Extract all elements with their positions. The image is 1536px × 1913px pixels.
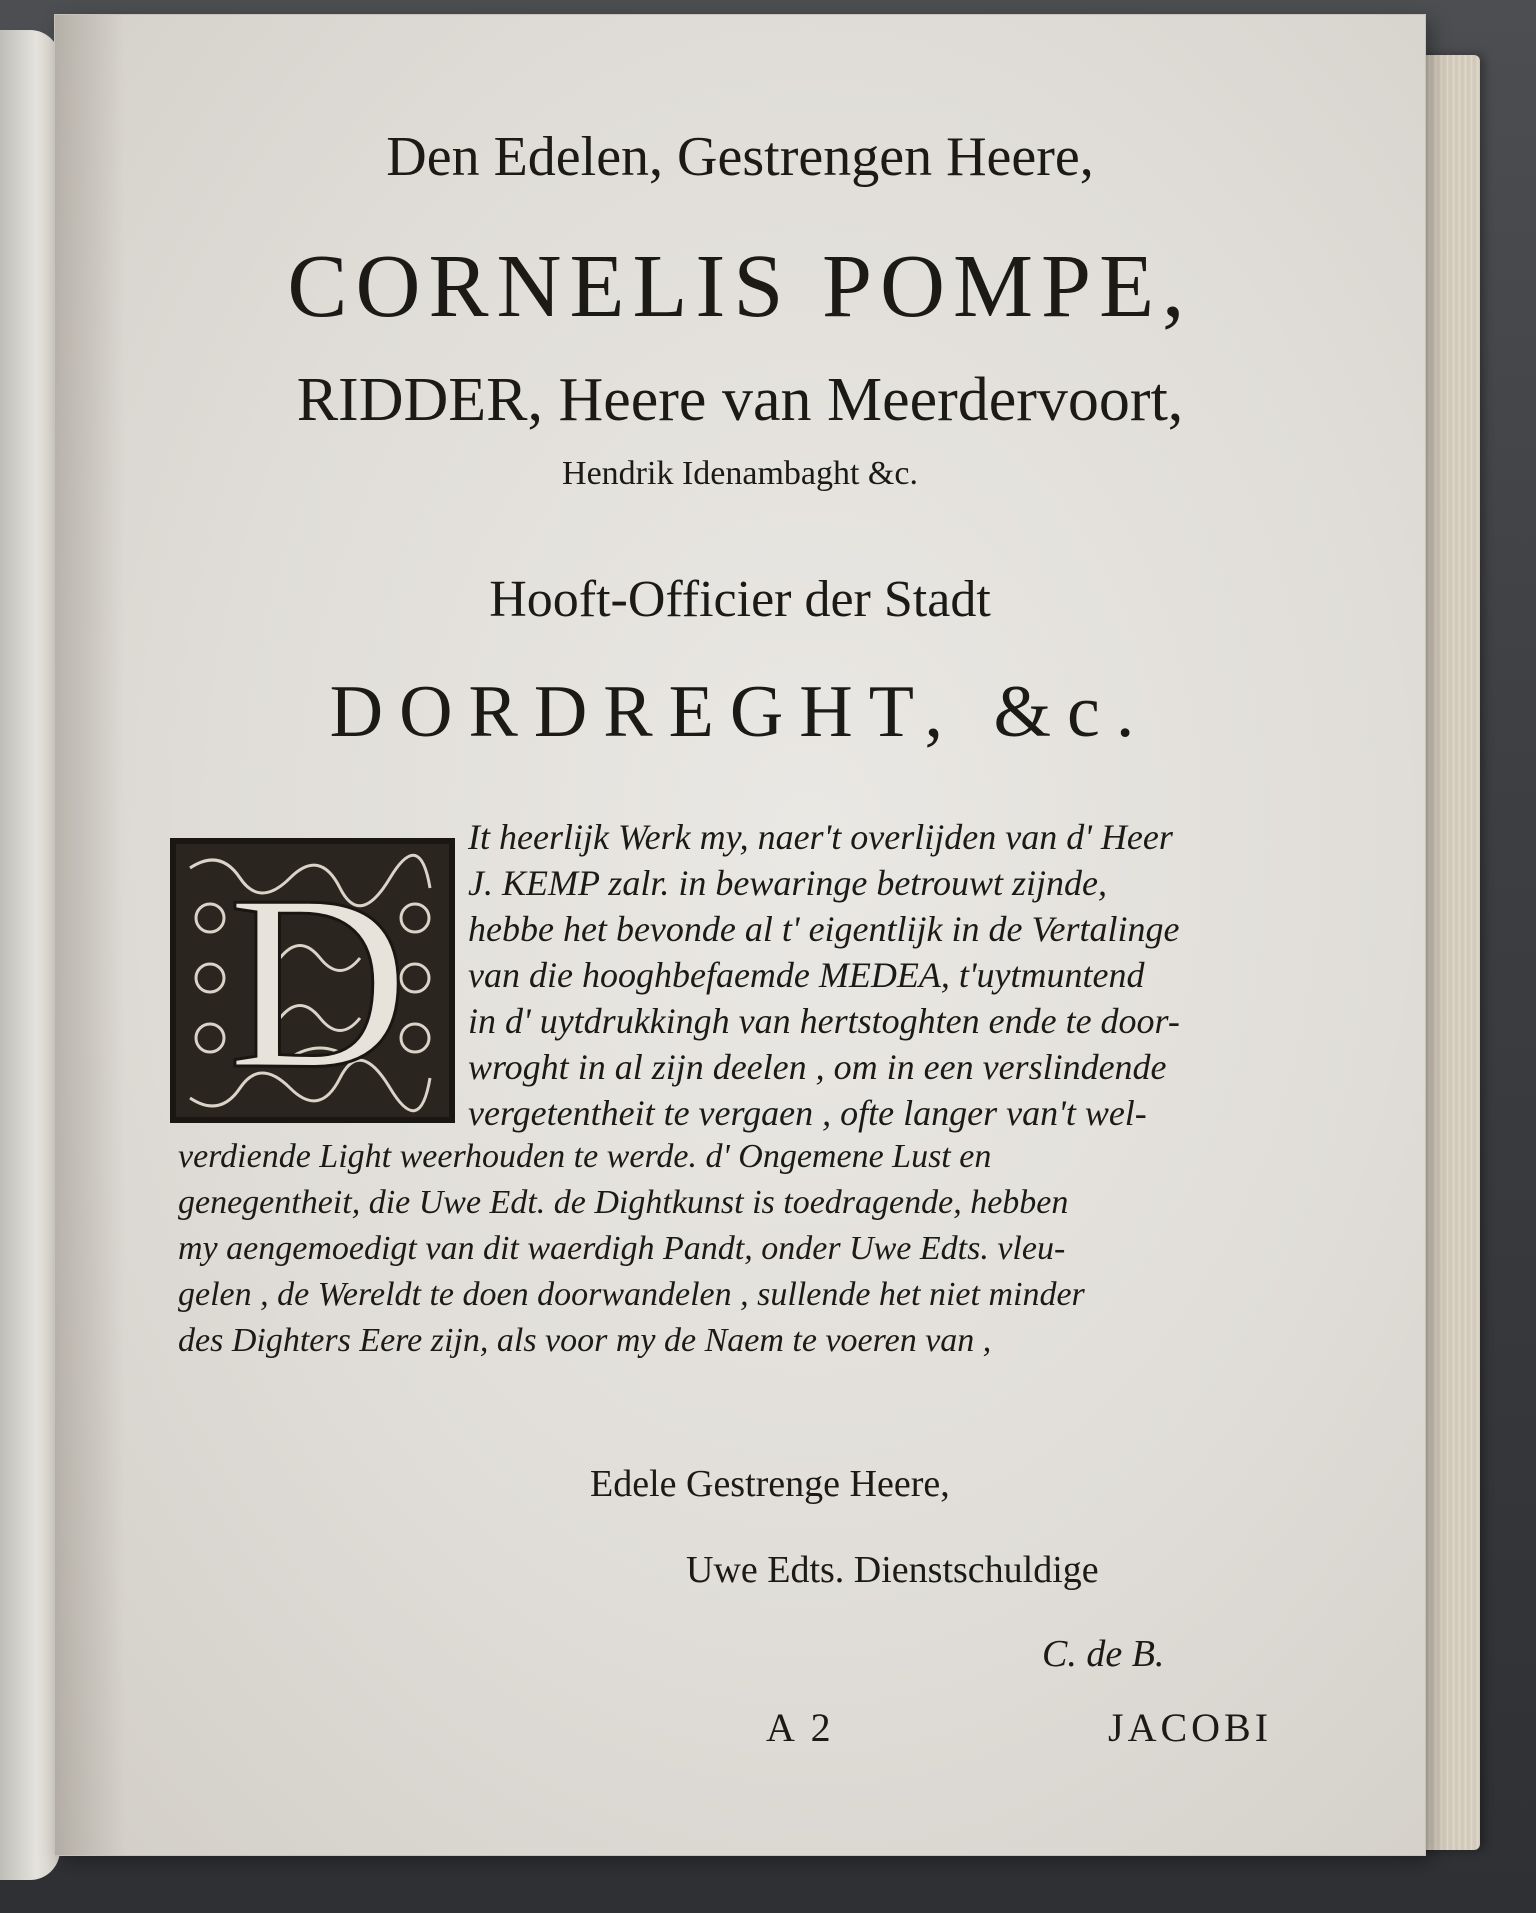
- body-line: genegentheit, die Uwe Edt. de Dightkunst is toedragende, hebben: [178, 1184, 1069, 1221]
- body-line: It heerlijk Werk my, naer't overlijden van d' Heer: [468, 817, 1173, 857]
- closing-initials: C. de B.: [1042, 1633, 1165, 1675]
- body-line: gelen , de Wereldt te doen doorwandelen , sullende het niet minder: [178, 1276, 1085, 1313]
- city-name: DORDREGHT, &c.: [329, 671, 1151, 753]
- body-line: J. KEMP zalr. in bewaringe betrouwt zijnde,: [468, 863, 1107, 903]
- dedicatee-lordships: Hendrik Idenambaght &c.: [562, 455, 918, 492]
- decorated-initial: [170, 838, 455, 1123]
- body-line: van die hooghbefaemde MEDEA, t'uytmuntend: [468, 955, 1145, 995]
- body-line: hebbe het bevonde al t' eigentlijk in de Vertalinge: [468, 909, 1180, 949]
- signature-mark: A 2: [766, 1705, 835, 1750]
- gutter-shadow: [55, 15, 125, 1855]
- dedicatee-name: CORNELIS POMPE,: [287, 237, 1193, 336]
- catchword: JACOBI: [1108, 1705, 1273, 1750]
- body-line: des Dighters Eere zijn, als voor my de Naem te voeren van ,: [178, 1322, 992, 1359]
- body-line: in d' uytdrukkingh van hertstoghten ende te door-: [468, 1001, 1180, 1041]
- body-line: my aengemoedigt van dit waerdigh Pandt, onder Uwe Edts. vleu-: [178, 1230, 1066, 1267]
- dedication-line-1: Den Edelen, Gestrengen Heere,: [386, 126, 1094, 188]
- closing-salutation: Edele Gestrenge Heere,: [590, 1463, 950, 1505]
- body-line: vergetentheit te vergaen , ofte langer van't wel-: [468, 1093, 1147, 1133]
- facing-page-edge: [0, 30, 60, 1880]
- initial-letter: D: [227, 844, 409, 1121]
- office-line: Hooft-Officier der Stadt: [489, 571, 991, 628]
- body-line: wroght in al zijn deelen , om in een verslindende: [468, 1047, 1167, 1087]
- ornament-icon: [170, 838, 455, 1123]
- closing-servant: Uwe Edts. Dienstschuldige: [686, 1549, 1099, 1591]
- body-line: verdiende Light weerhouden te werde. d' Ongemene Lust en: [178, 1138, 992, 1175]
- dedicatee-title: RIDDER, Heere van Meerdervoort,: [296, 366, 1184, 434]
